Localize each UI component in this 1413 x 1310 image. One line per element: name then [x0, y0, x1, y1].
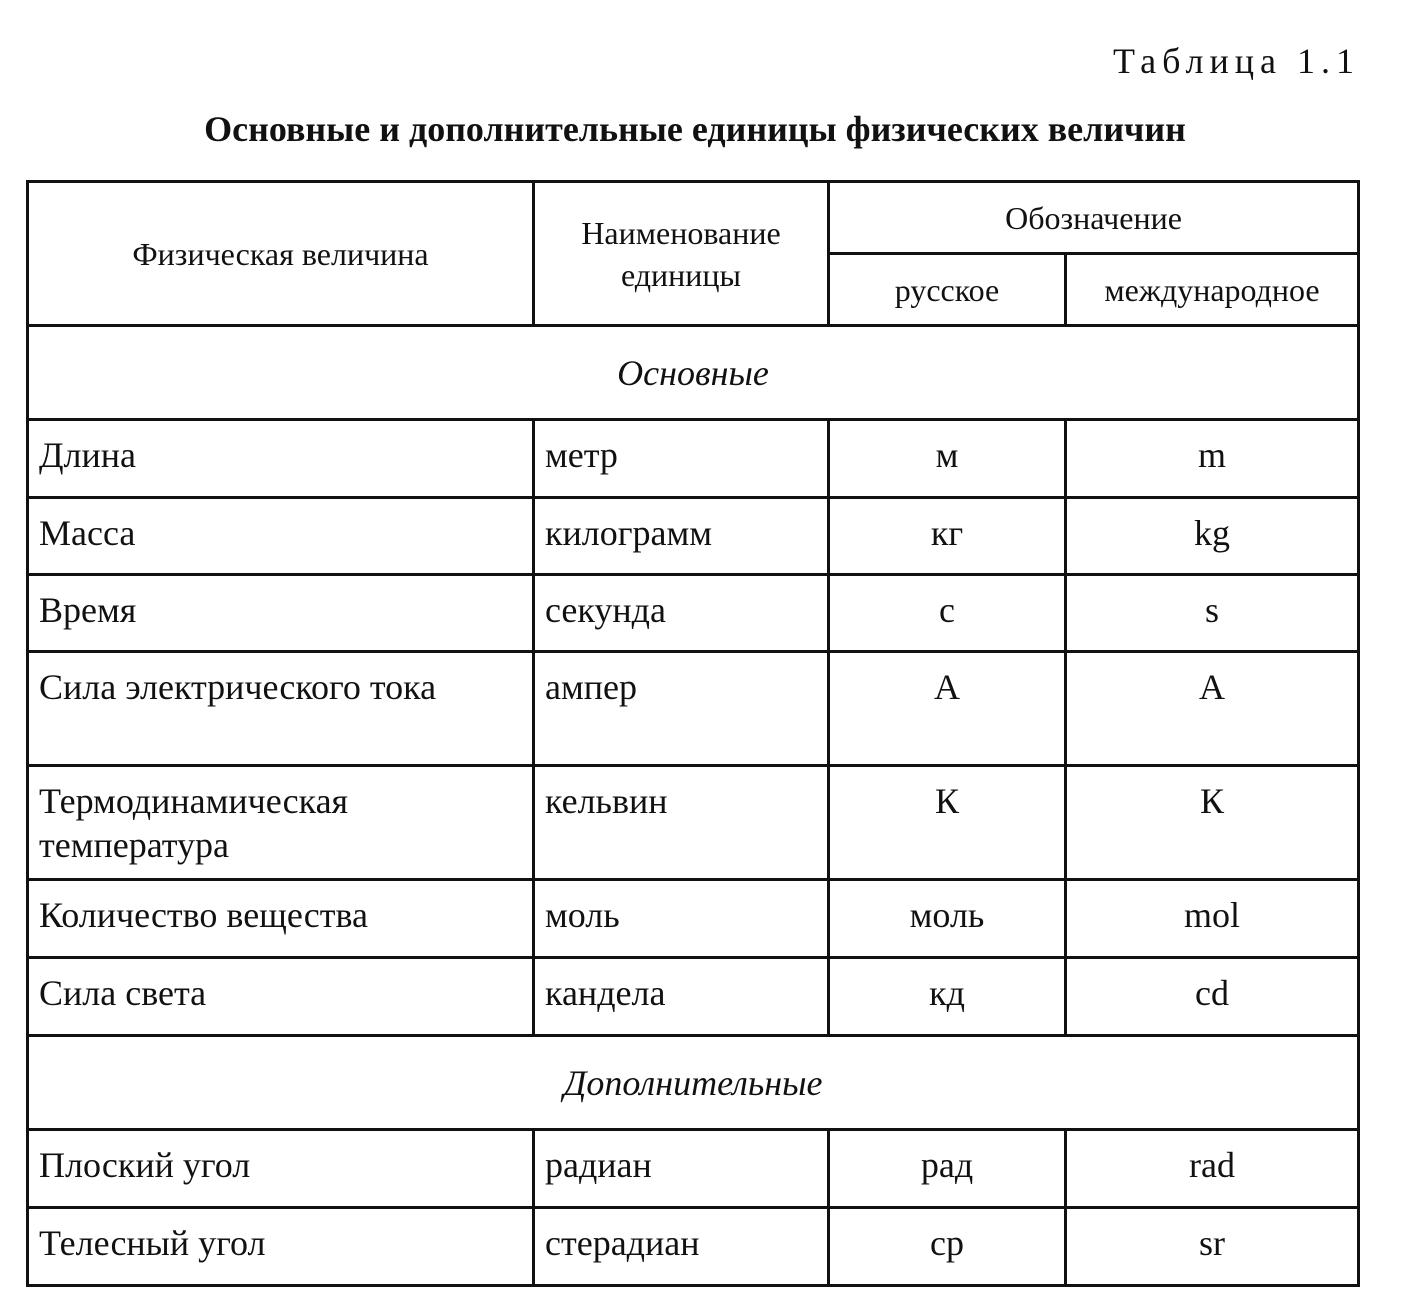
cell-russian: ср [829, 1208, 1066, 1286]
cell-international: К [1066, 766, 1359, 880]
cell-unit: ампер [534, 652, 829, 766]
cell-quantity: Сила электрического тока [28, 652, 534, 766]
table-row [28, 766, 1359, 880]
cell-international: sr [1066, 1208, 1359, 1286]
cell-quantity: Термодинамическая температура [28, 766, 534, 880]
table-row [28, 958, 1359, 1036]
cell-quantity: Время [28, 575, 534, 652]
section-row [28, 1036, 1359, 1130]
header-designation: Обозначение [829, 182, 1359, 254]
cell-unit: метр [534, 420, 829, 498]
cell-unit: моль [534, 880, 829, 958]
cell-russian: К [829, 766, 1066, 880]
cell-international: m [1066, 420, 1359, 498]
cell-international: rad [1066, 1130, 1359, 1208]
section-heading: Дополнительные [28, 1036, 1359, 1130]
cell-russian: моль [829, 880, 1066, 958]
table-title: Основные и дополнительные единицы физических величин [204, 109, 1186, 149]
cell-quantity: Количество вещества [28, 880, 534, 958]
table-row [28, 575, 1359, 652]
cell-international: cd [1066, 958, 1359, 1036]
table-row [28, 652, 1359, 766]
units-table [26, 180, 1360, 1287]
cell-russian: рад [829, 1130, 1066, 1208]
table-row [28, 1130, 1359, 1208]
cell-russian: с [829, 575, 1066, 652]
cell-quantity: Длина [28, 420, 534, 498]
cell-unit: кельвин [534, 766, 829, 880]
table-number: Таблица 1.1 [1113, 41, 1360, 81]
header-russian: русское [829, 254, 1066, 326]
section-heading: Основные [28, 326, 1359, 420]
cell-international: s [1066, 575, 1359, 652]
cell-quantity: Масса [28, 498, 534, 575]
cell-russian: кг [829, 498, 1066, 575]
cell-russian: м [829, 420, 1066, 498]
cell-unit: килограмм [534, 498, 829, 575]
header-quantity: Физическая величина [28, 182, 534, 326]
cell-unit: стерадиан [534, 1208, 829, 1286]
cell-international: kg [1066, 498, 1359, 575]
cell-quantity: Плоский угол [28, 1130, 534, 1208]
header-international: международное [1066, 254, 1359, 326]
section-row [28, 326, 1359, 420]
table-row [28, 498, 1359, 575]
cell-international: mol [1066, 880, 1359, 958]
cell-russian: кд [829, 958, 1066, 1036]
cell-quantity: Телесный угол [28, 1208, 534, 1286]
cell-international: А [1066, 652, 1359, 766]
cell-unit: секунда [534, 575, 829, 652]
header-unit-name: Наименование единицы [534, 182, 829, 326]
table-row [28, 880, 1359, 958]
cell-unit: кандела [534, 958, 829, 1036]
table-row [28, 420, 1359, 498]
cell-quantity: Сила света [28, 958, 534, 1036]
cell-unit: радиан [534, 1130, 829, 1208]
table-row [28, 1208, 1359, 1286]
cell-russian: А [829, 652, 1066, 766]
